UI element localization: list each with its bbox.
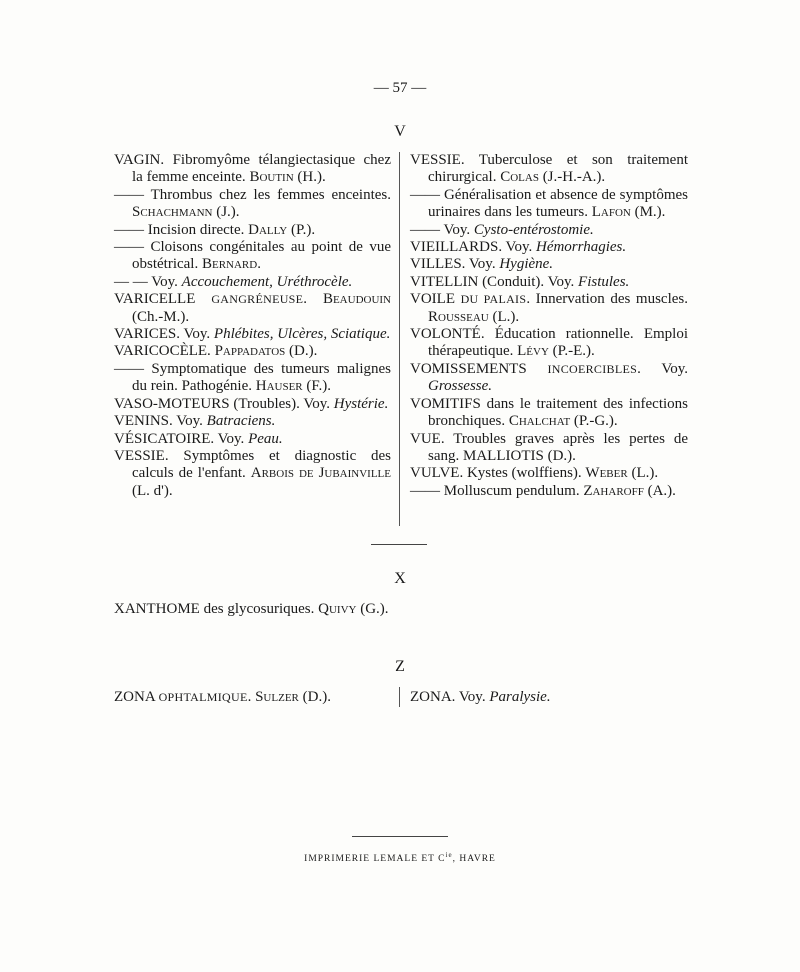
entry-author: Pappadatos (214, 343, 286, 360)
entry-heading: VESSIE. (114, 447, 169, 464)
index-entry (114, 291, 391, 326)
entry-cross-reference: Peau. (248, 430, 283, 447)
entry-author: Boutin (249, 169, 294, 186)
index-entry (410, 483, 688, 500)
section-letter-x: X (394, 570, 406, 587)
entry-author-initials: (P.). (287, 221, 316, 238)
entry-text: Troubles graves après les pertes de sang. MALLIOTIS (D.). (428, 430, 688, 464)
entry-heading: VILLES. (410, 256, 466, 273)
index-column-right (410, 152, 688, 500)
entry-heading: VAGIN. (114, 152, 165, 168)
entry-author-initials: (J.). (212, 204, 240, 221)
entry-text: Voy. (151, 273, 182, 290)
entry-cross-reference: Cysto-entérostomie. (473, 221, 594, 238)
entry-cross-reference: Grossesse. (428, 378, 493, 395)
entry-author-initials: (M.). (630, 204, 666, 221)
entry-text: Fibromyôme télangiectasique chez la femme enceinte. (132, 152, 391, 186)
entry-text: Tuberculose et son traitement chirurgical. (428, 152, 688, 186)
entry-heading: —— (410, 221, 444, 238)
index-entry (410, 152, 688, 187)
entry-text: Symptomatique des tumeurs malignes du rein. Pathogénie. (132, 360, 391, 395)
index-entry (410, 326, 688, 361)
index-entry (410, 291, 688, 326)
entry-qualifier: DU PALAIS (460, 292, 527, 307)
entry-author-initials: (L.). (627, 465, 659, 482)
entry-text: dans le traitement des infections bronchiques. (428, 395, 688, 430)
column-divider-z (399, 687, 400, 707)
entry-text: Voy. (455, 689, 490, 705)
entry-text: Voy. (214, 430, 249, 447)
index-entry (410, 239, 688, 256)
entry-cross-reference: Phlébites, Ulcères, Sciatique. (213, 326, 391, 343)
entry-text: Kystes (wolffiens). (463, 465, 586, 482)
entry-heading: VÉSICATOIRE. (114, 430, 215, 447)
entry-author-initials: (F.). (302, 378, 332, 395)
entry-author: Schachmann (132, 204, 213, 221)
entry-heading: —— (410, 186, 444, 203)
entry-heading: VARICELLE (114, 291, 212, 308)
entry-author: Lévy (517, 343, 549, 360)
entry-qualifier: INCOERCIBLES (547, 361, 638, 376)
entry-text: Incision directe. (147, 221, 249, 238)
footer-rule (352, 836, 448, 837)
entry-text: . Voy. (637, 360, 689, 377)
index-column-left (114, 152, 391, 500)
entry-xanthome (114, 601, 389, 618)
index-entry (114, 152, 391, 187)
entry-text: Molluscum pendulum. (443, 482, 584, 499)
entry-text: Cloisons congénitales au point de vue obstétrical. (132, 239, 391, 273)
section-letter-v: V (394, 123, 406, 140)
section-separator (371, 544, 427, 545)
index-entry (114, 343, 391, 360)
entry-heading: VOLONTÉ. (410, 326, 485, 343)
page-number: — 57 — (373, 80, 427, 96)
index-entry (114, 239, 391, 274)
index-entry (114, 431, 391, 448)
index-entry (410, 396, 688, 431)
entry-heading: XANTHOME (114, 601, 200, 617)
index-entry (114, 413, 391, 430)
entry-author: Zaharoff (583, 482, 644, 499)
entry-author: Colas (500, 169, 539, 186)
entry-text: des glycosuriques. (199, 601, 319, 617)
index-entry (114, 274, 391, 291)
entry-heading: — — (114, 273, 152, 290)
index-entry (114, 187, 391, 222)
printer-imprint (0, 851, 800, 864)
entry-cross-reference: Hystérie. (333, 395, 389, 412)
entry-cross-reference: Fistules. (578, 273, 630, 290)
entry-text: Symptômes et diagnostic des calculs de l'enfant. (132, 447, 391, 482)
entry-text: . (247, 689, 256, 705)
entry-cross-reference: Paralysie. (489, 689, 551, 705)
entry-author: Quivy (318, 601, 357, 617)
entry-zona-ophtalmique (114, 689, 331, 706)
entry-author: Chalchat (508, 413, 571, 430)
index-entry (410, 465, 688, 482)
entry-author-initials: (P.-G.). (570, 413, 618, 430)
entry-heading: —— (410, 482, 444, 499)
entry-author: Arbois de Jubainville (250, 465, 391, 482)
entry-heading: VARICOCÈLE. (114, 343, 211, 360)
entry-text: Voy. (180, 326, 214, 343)
entry-author: Dally (248, 221, 288, 238)
entry-heading: VESSIE. (410, 152, 465, 168)
entry-author: Rousseau (428, 308, 489, 325)
entry-heading: VOMISSEMENTS (410, 360, 548, 377)
entry-heading: —— (114, 239, 151, 256)
entry-author: Lafon (591, 204, 631, 221)
entry-heading: VOMITIFS (410, 395, 481, 412)
entry-author-initials: . (257, 256, 261, 273)
entry-text: Voy. (172, 413, 207, 430)
index-entry (114, 361, 391, 396)
entry-author-initials: (L.). (488, 308, 520, 325)
entry-text: . (303, 291, 323, 308)
entry-heading: VUE. (410, 430, 445, 447)
index-entry (410, 187, 688, 222)
entry-text: (Conduit). Voy. (478, 273, 579, 290)
index-entry (114, 448, 391, 500)
entry-text: . Innervation des muscles. (526, 291, 688, 308)
entry-author-initials: (G.). (356, 601, 389, 617)
entry-author-initials: (P.-E.). (548, 343, 595, 360)
entry-heading: VULVE. (410, 465, 464, 482)
entry-heading: ZONA (114, 689, 159, 705)
entry-text: Éducation rationnelle. Emploi thérapeutique. (428, 326, 688, 360)
index-entry (114, 326, 391, 343)
section-letter-z: Z (395, 658, 405, 675)
index-entry (410, 256, 688, 273)
entry-heading: —— (114, 186, 151, 203)
entry-qualifier: OPHTALMIQUE (158, 690, 248, 704)
entry-text: Voy. (502, 239, 536, 256)
index-entry (410, 361, 688, 396)
entry-author-initials: (D.). (285, 343, 318, 360)
index-entry (410, 431, 688, 466)
entry-author: Hauser (255, 378, 303, 395)
entry-author-initials: (H.). (293, 169, 326, 186)
entry-text: (Troubles). Voy. (229, 395, 334, 412)
entry-cross-reference: Hygiène. (499, 256, 554, 273)
entry-author-initials: (Ch.-M.). (132, 308, 190, 325)
entry-heading: VASO-MOTEURS (114, 395, 230, 412)
index-entry (410, 274, 688, 291)
entry-heading: VARICES. (114, 326, 180, 343)
entry-heading: —— (114, 360, 152, 377)
entry-text: Généralisation et absence de symptômes urinaires dans les tumeurs. (428, 186, 688, 221)
index-entry (410, 222, 688, 239)
entry-author-initials: (J.-H.-A.). (538, 169, 606, 186)
entry-qualifier: GANGRÉNEUSE (211, 292, 304, 307)
entry-author: Weber (585, 465, 628, 482)
entry-heading: VOILE (410, 291, 461, 308)
index-entry (114, 396, 391, 413)
entry-author-initials: (A.). (643, 482, 676, 499)
index-entry (114, 222, 391, 239)
entry-zona-paralysie (410, 689, 551, 706)
entry-text: Voy. (443, 221, 474, 238)
printer-imprint-text: IMPRIMERIE LEMALE ET $C^{ie}$, HAVRE (304, 851, 496, 865)
entry-author: Beaudouin (322, 291, 392, 308)
entry-author-initials: (D.). (298, 689, 331, 705)
entry-author-initials: (L. d'). (132, 482, 173, 499)
entry-heading: VENINS. (114, 413, 173, 430)
entry-heading: VITELLIN (410, 273, 479, 290)
entry-text: Thrombus chez les femmes enceintes. (150, 186, 391, 203)
entry-cross-reference: Batraciens. (206, 413, 276, 430)
entry-cross-reference: Accouchement, Uréthrocèle. (181, 273, 353, 290)
entry-heading: —— (114, 221, 148, 238)
entry-text: Voy. (465, 256, 500, 273)
column-divider (399, 152, 400, 526)
entry-heading: VIEILLARDS. (410, 239, 503, 256)
entry-heading: ZONA. (410, 689, 456, 705)
entry-cross-reference: Hémorrhagies. (535, 239, 627, 256)
entry-author: Bernard (201, 256, 258, 273)
entry-author: Sulzer (255, 689, 299, 705)
